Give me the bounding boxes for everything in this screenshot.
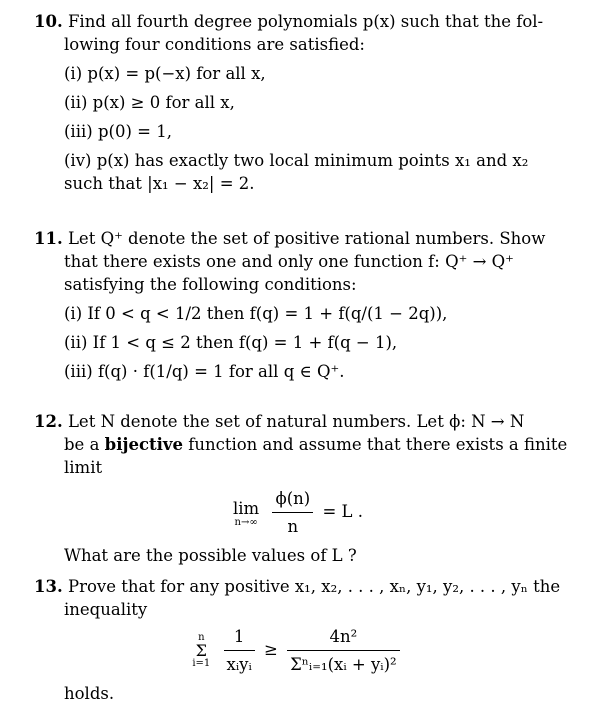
problem-text: Prove that for any positive x₁, x₂, . . . , xₙ, y₁, y₂, . . . , yₙ the — [67, 577, 561, 596]
geq-sign: ≥ — [264, 640, 278, 659]
equation-rhs: = L . — [322, 502, 363, 521]
problem-text: be a — [64, 435, 100, 454]
right-fraction: $\frac{\text{4n²}}{\text{Σⁿᵢ₌₁(xᵢ + yᵢ)²}}$ — [287, 625, 400, 676]
problem-text: Let N denote the set of natural numbers. Let ϕ: N → N — [67, 412, 525, 431]
problem-10 — [34, 10, 562, 195]
left-fraction: $\frac{1}{\text{xᵢyᵢ}}$ — [224, 625, 255, 676]
condition-iv: (iv) p(x) has exactly two local minimum points x₁ and x₂ — [64, 151, 529, 170]
problem-number: 13. — [34, 577, 63, 596]
problem-text: inequality — [64, 600, 148, 619]
problem-13 — [34, 575, 562, 705]
inequality — [34, 625, 562, 676]
problem-number: 10. — [34, 12, 63, 31]
fraction-denominator: n — [287, 517, 299, 536]
sum-operator: n Σ i=1 — [192, 631, 211, 669]
problem-11 — [34, 227, 562, 383]
fraction-numerator: ϕ(n) — [272, 487, 313, 513]
condition-iii: (iii) p(0) = 1, — [64, 122, 172, 141]
limit-equation — [34, 487, 562, 538]
condition-ii: (ii) If 1 < q ≤ 2 then f(q) = 1 + f(q − 1), — [64, 333, 398, 352]
fraction — [272, 487, 313, 538]
condition-i: (i) If 0 < q < 1/2 then f(q) = 1 + f(q/(1 − 2q)), — [64, 304, 448, 323]
condition-iv-cont: such that |x₁ − x₂| = 2. — [64, 174, 255, 193]
condition-ii: (ii) p(x) ≥ 0 for all x, — [64, 93, 235, 112]
problem-text: lowing four conditions are satisfied: — [64, 35, 365, 54]
problem-text: What are the possible values of L ? — [64, 546, 357, 565]
lim-subscript: n→∞ — [234, 517, 258, 528]
problem-text: function and assume that there exists a finite — [188, 435, 568, 454]
condition-i: (i) p(x) = p(−x) for all x, — [64, 64, 266, 83]
problem-12 — [34, 410, 568, 567]
emphasis-bijective: bijective — [104, 435, 183, 454]
problem-text: Find all fourth degree polynomials p(x) such that the fol- — [67, 12, 544, 31]
problem-text: limit — [64, 458, 103, 477]
condition-iii: (iii) f(q) · f(1/q) = 1 for all q ∈ Q⁺. — [64, 362, 345, 381]
problem-text: that there exists one and only one function f: Q⁺ → Q⁺ — [64, 252, 514, 271]
problem-text: Let Q⁺ denote the set of positive rational numbers. Show — [67, 229, 546, 248]
problem-text: satisfying the following conditions: — [64, 275, 357, 294]
problem-number: 11. — [34, 229, 63, 248]
lim-operator: lim — [233, 499, 260, 518]
problem-number: 12. — [34, 412, 63, 431]
problem-text: holds. — [64, 684, 115, 703]
